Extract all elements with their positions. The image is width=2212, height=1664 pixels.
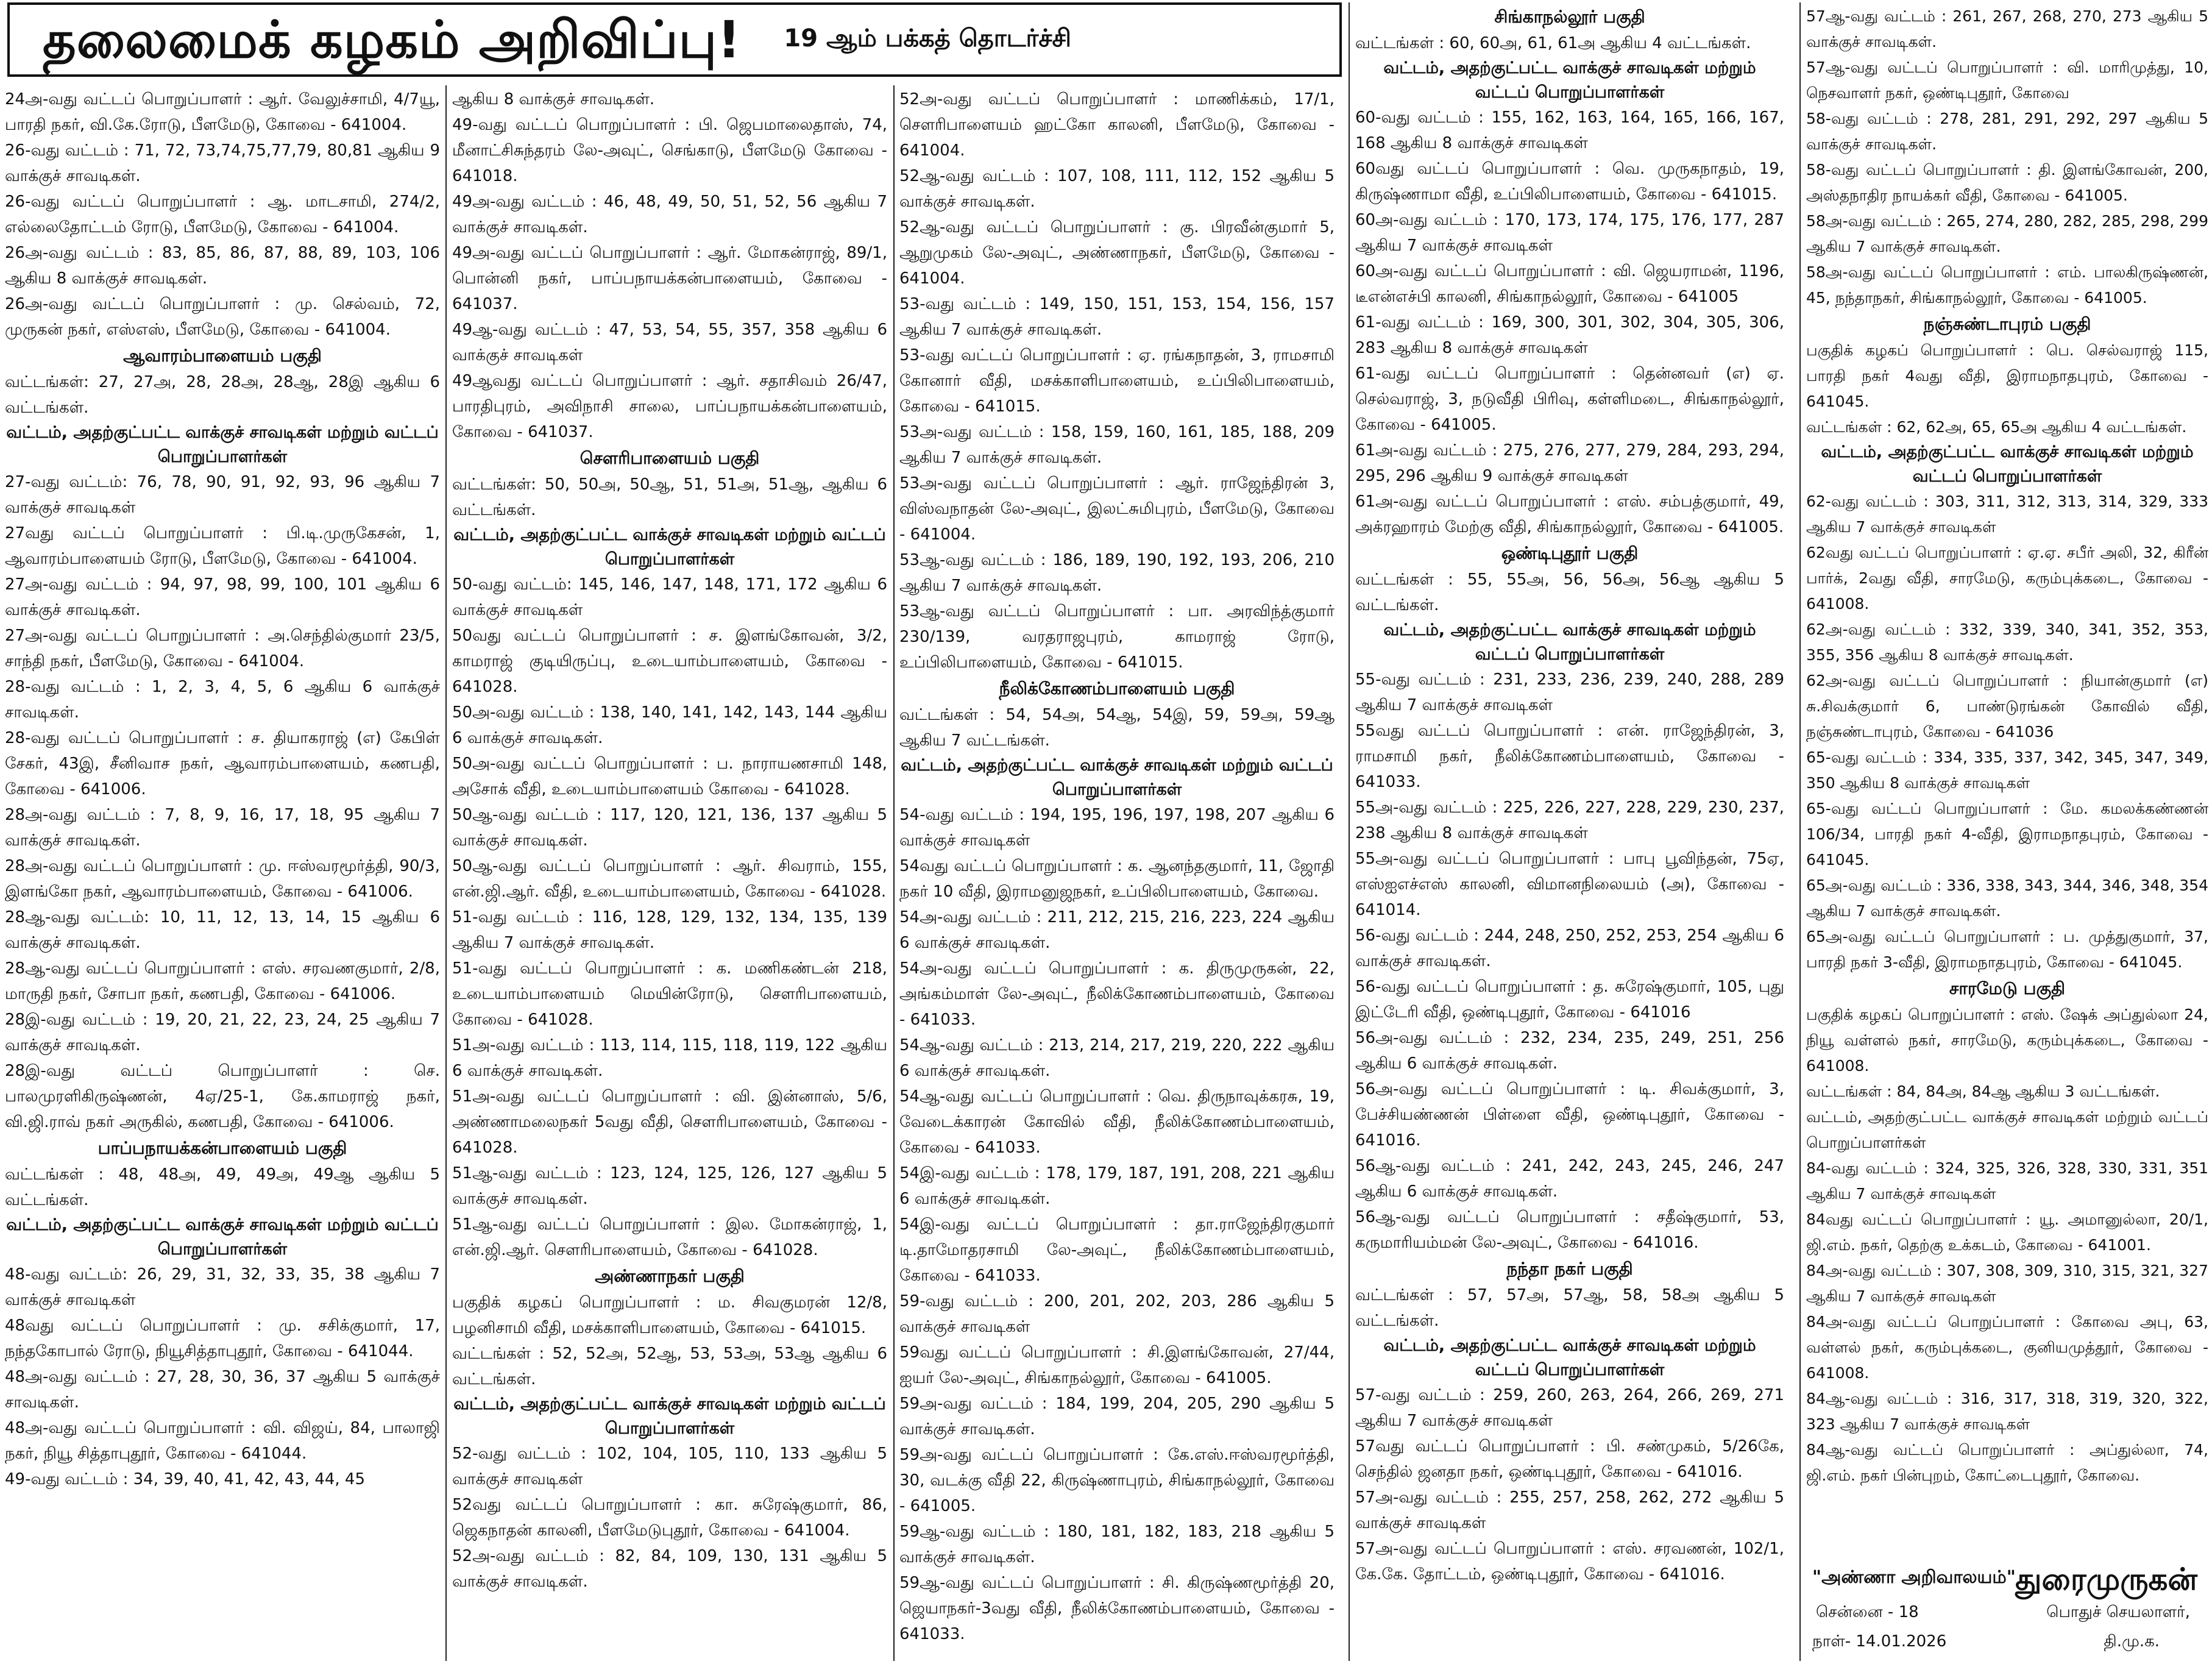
ward-entry: 57ஆ-வது வட்டம் : 261, 267, 268, 270, 273 ஆகிய 5 வாக்குச் சாவடிகள். xyxy=(1806,7,2208,51)
ward-entry: 49-வது வட்டப் பொறுப்பாளர் : பி. ஜெபமாலைதாஸ், 74, மீனாட்சிசுந்தரம் லே-அவுட், செங்காடு, பீளமேடு கோவை - 641018. xyxy=(452,116,887,185)
ward-entry: வட்டங்கள் : 60, 60அ, 61, 61அ ஆகிய 4 வட்டங்கள். xyxy=(1355,34,1751,52)
section-subheading: வட்டம், அதற்குட்பட்ட வாக்குச் சாவடிகள் மற்றும் வட்டப் பொறுப்பாளர்கள் xyxy=(901,756,1333,799)
section-subheading: வட்டம், அதற்குட்பட்ட வாக்குச் சாவடிகள் மற்றும் வட்டப் பொறுப்பாளர்கள் xyxy=(453,525,886,569)
ward-entry: 52அ-வது வட்டப் பொறுப்பாளர் : மாணிக்கம், 17/1, சௌரிபாளையம் ஹட்கோ காலனி, பீளமேடு, கோவை - 641004. xyxy=(899,90,1335,160)
ward-entry: வட்டங்கள் : 62, 62அ, 65, 65அ ஆகிய 4 வட்டங்கள். xyxy=(1806,418,2187,436)
ward-entry: வட்டங்கள் : 52, 52அ, 52ஆ, 53, 53அ, 53ஆ ஆகிய 6 வட்டங்கள். xyxy=(452,1345,887,1388)
ward-entry: 58-வது வட்டம் : 278, 281, 291, 292, 297 ஆகிய 5 வாக்குச் சாவடிகள். xyxy=(1806,110,2208,153)
ward-entry: வட்டங்கள்: 27, 27அ, 28, 28அ, 28ஆ, 28இ ஆகிய 6 வட்டங்கள். xyxy=(5,373,440,417)
ward-entry: 53ஆ-வது வட்டப் பொறுப்பாளர் : பா. அரவிந்த்குமார் 230/139, வரதராஜபுரம், காமராஜ் ரோடு, உப்பிலிபாளையம், கோவை - 641015. xyxy=(899,602,1335,672)
ward-entry: 65-வது வட்டம் : 334, 335, 337, 342, 345, 347, 349, 350 ஆகிய 8 வாக்குச் சாவடிகள் xyxy=(1806,748,2208,792)
ward-entry: 49அ-வது வட்டம் : 46, 48, 49, 50, 51, 52, 56 ஆகிய 7 வாக்குச் சாவடிகள். xyxy=(452,193,887,236)
banner-title: தலைமைக் கழகம் அறிவிப்பு! xyxy=(43,10,742,69)
ward-entry: 55அ-வது வட்டப் பொறுப்பாளர் : பாபு பூவிந்தன், 75ஏ, எஸ்ஐஎச்எஸ் காலனி, விமானநிலையம் (அ), கோவை - 641014. xyxy=(1355,850,1784,919)
continuation-note: 19 ஆம் பக்கத் தொடர்ச்சி xyxy=(784,24,1071,52)
ward-entry: 84அ-வது வட்டம் : 307, 308, 309, 310, 315, 321, 327 ஆகிய 7 வாக்குச் சாவடிகள் xyxy=(1806,1262,2208,1305)
ward-entry: 84வது வட்டப் பொறுப்பாளர் : யூ. அமானுல்லா, 20/1, ஜி.எம். நகர், தெற்கு உக்கடம், கோவை - 641001. xyxy=(1806,1211,2208,1254)
ward-entry: 55-வது வட்டம் : 231, 233, 236, 239, 240, 288, 289 ஆகிய 7 வாக்குச் சாவடிகள் xyxy=(1355,670,1784,714)
ward-entry: 24அ-வது வட்டப் பொறுப்பாளர் : ஆர். வேலுச்சாமி, 4/7யூ, பாரதி நகர், வி.கே.ரோடு, பீளமேடு, கோவை - 641004. xyxy=(5,90,440,134)
ward-entry: 53-வது வட்டப் பொறுப்பாளர் : ஏ. ரங்கநாதன், 3, ராமசாமி கோனார் வீதி, மசக்காளிபாளையம், உப்பிலிபாளையம், கோவை - 641015. xyxy=(899,346,1335,416)
ward-entry: 59வது வட்டப் பொறுப்பாளர் : சி.இளங்கோவன், 27/44, ஐயர் லே-அவுட், சிங்காநல்லூர், கோவை - 641005. xyxy=(899,1343,1335,1387)
ward-entry: 51அ-வது வட்டப் பொறுப்பாளர் : வி. இன்னாஸ், 5/6, அண்ணாமலைநகர் 5வது வீதி, சௌரிபாளையம், கோவை - 641028. xyxy=(452,1087,887,1157)
party-name: தி.மு.க. xyxy=(2104,1632,2160,1651)
text-column-3 xyxy=(899,87,1335,1659)
column-divider xyxy=(1799,2,1801,1661)
ward-entry: 65அ-வது வட்டப் பொறுப்பாளர் : ப. முத்துகுமார், 37, பாரதி நகர் 3-வீதி, இராமநாதபுரம், கோவை - 641045. xyxy=(1806,928,2208,971)
ward-entry: பகுதிக் கழகப் பொறுப்பாளர் : எஸ். ஷேக் அப்துல்லா 24, நியூ வள்ளல் நகர், சாரமேடு, கரும்புக்கடை, கோவை - 641008. xyxy=(1806,1006,2208,1075)
text-column-2 xyxy=(452,87,887,1659)
ward-entry: 53-வது வட்டம் : 149, 150, 151, 153, 154, 156, 157 ஆகிய 7 வாக்குச் சாவடிகள். xyxy=(899,295,1335,339)
ward-entry: 60அ-வது வட்டம் : 170, 173, 174, 175, 176, 177, 287 ஆகிய 7 வாக்குச் சாவடிகள் xyxy=(1355,211,1784,255)
ward-entry: 57அ-வது வட்டம் : 255, 257, 258, 262, 272 ஆகிய 5 வாக்குச் சாவடிகள் xyxy=(1355,1488,1784,1532)
office-name: "அண்ணா அறிவாலயம்" xyxy=(1812,1566,2016,1587)
ward-entry: 54அ-வது வட்டப் பொறுப்பாளர் : க. திருமுருகன், 22, அங்கம்மாள் லே-அவுட், நீலிக்கோணம்பாளையம், கோவை - 641033. xyxy=(899,959,1335,1029)
ward-entry: 26-வது வட்டப் பொறுப்பாளர் : ஆ. மாடசாமி, 274/2, எல்லைதோட்டம் ரோடு, பீளமேடு, கோவை - 641004. xyxy=(5,193,440,236)
signatory-name: துரைமுருகன் xyxy=(2015,1562,2197,1597)
ward-entry: 26அ-வது வட்டப் பொறுப்பாளர் : மு. செல்வம், 72, முருகன் நகர், எஸ்எஸ், பீளமேடு, கோவை - 641004. xyxy=(5,295,440,339)
ward-entry: 48வது வட்டப் பொறுப்பாளர் : மு. சசிக்குமார், 17, நந்தகோபால் ரோடு, நியூசித்தாபுதூர், கோவை - 641044. xyxy=(5,1317,440,1360)
announcement-date: நாள்- 14.01.2026 xyxy=(1812,1632,1947,1651)
ward-entry: 28-வது வட்டம் : 1, 2, 3, 4, 5, 6 ஆகிய 6 வாக்குச் சாவடிகள். xyxy=(5,678,440,722)
ward-entry: 62வது வட்டப் பொறுப்பாளர் : ஏ.ஏ. சபீர் அலி, 32, கிரீன் பார்க், 2வது வீதி, சாரமேடு, கரும்புக்கடை, கோவை - 641008. xyxy=(1806,544,2208,613)
ward-entry: 49-வது வட்டம் : 34, 39, 40, 41, 42, 43, 44, 45 xyxy=(5,1470,366,1488)
ward-entry: 50அ-வது வட்டப் பொறுப்பாளர் : ப. நாராயணசாமி 148, அசோக் வீதி, உடையாம்பாளையம் கோவை - 641028. xyxy=(452,755,887,798)
ward-entry: 54வது வட்டப் பொறுப்பாளர் : க. ஆனந்தகுமார், 11, ஜோதி நகர் 10 வீதி, இராமனுஜநகர், உப்பிலிபாளையம், கோவை. xyxy=(899,857,1335,901)
area-heading: நந்தா நகர் பகுதி xyxy=(1506,1259,1633,1279)
ward-entry: 62-வது வட்டம் : 303, 311, 312, 313, 314, 329, 333 ஆகிய 7 வாக்குச் சாவடிகள் xyxy=(1806,492,2208,536)
section-subheading: வட்டம், அதற்குட்பட்ட வாக்குச் சாவடிகள் மற்றும் வட்டப் பொறுப்பாளர்கள் xyxy=(1383,1336,1756,1379)
signature-block xyxy=(1812,1562,2202,1659)
ward-entry: 28ஆ-வது வட்டம்: 10, 11, 12, 13, 14, 15 ஆகிய 6 வாக்குச் சாவடிகள். xyxy=(5,908,440,952)
ward-entry: 61-வது வட்டம் : 169, 300, 301, 302, 304, 305, 306, 283 ஆகிய 8 வாக்குச் சாவடிகள் xyxy=(1355,313,1784,357)
ward-entry: 57வது வட்டப் பொறுப்பாளர் : பி. சண்முகம், 5/26கே, செந்தில் ஜனதா நகர், ஒண்டிபுதூர், கோவை - 641016. xyxy=(1355,1437,1784,1481)
ward-entry: 56அ-வது வட்டப் பொறுப்பாளர் : டி. சிவக்குமார், 3, பேச்சியண்ணன் பிள்ளை வீதி, ஒண்டிபுதூர், கோவை - 641016. xyxy=(1355,1080,1784,1150)
ward-entry: 57-வது வட்டம் : 259, 260, 263, 264, 266, 269, 271 ஆகிய 7 வாக்குச் சாவடிகள் xyxy=(1355,1386,1784,1430)
ward-entry: பகுதிக் கழகப் பொறுப்பாளர் : ம. சிவகுமரன் 12/8, பழனிசாமி வீதி, மசக்காளிபாளையம், கோவை - 641015. xyxy=(452,1293,887,1337)
ward-entry: 59ஆ-வது வட்டப் பொறுப்பாளர் : சி. கிருஷ்ணமூர்த்தி 20, ஜெயாநகர்-3வது வீதி, நீலிக்கோணம்பாளையம், கோவை - 641033. xyxy=(899,1574,1335,1643)
text-column-4 xyxy=(1355,4,1784,1659)
ward-entry: 58அ-வது வட்டம் : 265, 274, 280, 282, 285, 298, 299 ஆகிய 7 வாக்குச் சாவடிகள். xyxy=(1806,212,2208,255)
ward-entry: 27-வது வட்டம்: 76, 78, 90, 91, 92, 93, 96 ஆகிய 7 வாக்குச் சாவடிகள் xyxy=(5,473,440,517)
ward-entry: 58-வது வட்டப் பொறுப்பாளர் : தி. இளங்கோவன், 200, அஸ்தநாதிர நாயக்கர் வீதி, கோவை - 641005. xyxy=(1806,161,2208,204)
ward-entry: 26அ-வது வட்டம் : 83, 85, 86, 87, 88, 89, 103, 106 ஆகிய 8 வாக்குச் சாவடிகள். xyxy=(5,244,440,288)
area-heading: சாரமேடு பகுதி xyxy=(1949,978,2066,998)
ward-entry: 26-வது வட்டம் : 71, 72, 73,74,75,77,79, 80,81 ஆகிய 9 வாக்குச் சாவடிகள். xyxy=(5,141,440,185)
ward-entry: 28இ-வது வட்டம் : 19, 20, 21, 22, 23, 24, 25 ஆகிய 7 வாக்குச் சாவடிகள். xyxy=(5,1011,440,1054)
ward-entry: 28அ-வது வட்டப் பொறுப்பாளர் : மு. ஈஸ்வரமூர்த்தி, 90/3, இளங்கோ நகர், ஆவாரம்பாளையம், கோவை - 641006. xyxy=(5,857,440,901)
ward-entry: 61-வது வட்டப் பொறுப்பாளர் : தென்னவர் (எ) ஏ. செல்வராஜ், 3, நடுவீதி பிரிவு, கள்ளிமடை, சிங்காநல்லூர், கோவை - 641005. xyxy=(1355,364,1784,434)
ward-entry: 51ஆ-வது வட்டம் : 123, 124, 125, 126, 127 ஆகிய 5 வாக்குச் சாவடிகள். xyxy=(452,1164,887,1208)
area-heading: பாப்பநாயக்கன்பாளையம் பகுதி xyxy=(97,1138,347,1158)
section-subheading: வட்டம், அதற்குட்பட்ட வாக்குச் சாவடிகள் மற்றும் வட்டப் பொறுப்பாளர்கள் xyxy=(6,423,439,466)
ward-entry: 84-வது வட்டம் : 324, 325, 326, 328, 330, 331, 351 ஆகிய 7 வாக்குச் சாவடிகள் xyxy=(1806,1159,2208,1203)
ward-entry: 65-வது வட்டப் பொறுப்பாளர் : மே. கமலக்கண்ணன் 106/34, பாரதி நகர் 4-வீதி, இராமநாதபுரம், கோவை - 641045. xyxy=(1806,800,2208,869)
ward-entry: 56அ-வது வட்டம் : 232, 234, 235, 249, 251, 256 ஆகிய 6 வாக்குச் சாவடிகள். xyxy=(1355,1029,1784,1073)
ward-entry: 59அ-வது வட்டப் பொறுப்பாளர் : கே.எஸ்.ஈஸ்வரமூர்த்தி, 30, வடக்கு வீதி 22, கிருஷ்ணாபுரம், சிங்காநல்லூர், கோவை - 641005. xyxy=(899,1446,1335,1515)
ward-entry: 84ஆ-வது வட்டப் பொறுப்பாளர் : அப்துல்லா, 74, ஜி.எம். நகர் பின்புறம், கோட்டைபுதூர், கோவை. xyxy=(1806,1441,2208,1484)
ward-entry: 52வது வட்டப் பொறுப்பாளர் : கா. சுரேஷ்குமார், 86, ஜெகநாதன் காலனி, பீளமேடுபுதூர், கோவை - 641004. xyxy=(452,1496,887,1540)
area-heading: சிங்காநல்லூர் பகுதி xyxy=(1494,7,1645,27)
section-subheading: வட்டம், அதற்குட்பட்ட வாக்குச் சாவடிகள் மற்றும் வட்டப் பொறுப்பாளர்கள் xyxy=(1821,443,2194,486)
ward-entry: ஆகிய 8 வாக்குச் சாவடிகள். xyxy=(452,90,655,108)
ward-entry: 53அ-வது வட்டம் : 158, 159, 160, 161, 185, 188, 209 ஆகிய 7 வாக்குச் சாவடிகள். xyxy=(899,423,1335,467)
ward-entry: 56ஆ-வது வட்டம் : 241, 242, 243, 245, 246, 247 ஆகிய 6 வாக்குச் சாவடிகள். xyxy=(1355,1157,1784,1201)
ward-entry: 53ஆ-வது வட்டம் : 186, 189, 190, 192, 193, 206, 210 ஆகிய 7 வாக்குச் சாவடிகள். xyxy=(899,551,1335,595)
area-heading: ஆவாரம்பாளையம் பகுதி xyxy=(123,346,322,366)
ward-entry: 59அ-வது வட்டம் : 184, 199, 204, 205, 290 ஆகிய 5 வாக்குச் சாவடிகள். xyxy=(899,1395,1335,1438)
ward-entry: 51ஆ-வது வட்டப் பொறுப்பாளர் : இல. மோகன்ராஜ், 1, என்.ஜி.ஆர். சௌரிபாளையம், கோவை - 641028. xyxy=(452,1215,887,1259)
ward-entry: 58அ-வது வட்டப் பொறுப்பாளர் : எம். பாலகிருஷ்ணன், 45, நந்தாநகர், சிங்காநல்லூர், கோவை - 641005. xyxy=(1806,263,2208,307)
ward-entry: 59-வது வட்டம் : 200, 201, 202, 203, 286 ஆகிய 5 வாக்குச் சாவடிகள் xyxy=(899,1292,1335,1336)
text-column-1 xyxy=(5,87,440,1659)
ward-entry: 53அ-வது வட்டப் பொறுப்பாளர் : ஆர். ராஜேந்திரன் 3, விஸ்வநாதன் லே-அவுட், இலட்சுமிபுரம், பீளமேடு, கோவை - 641004. xyxy=(899,474,1335,544)
ward-entry: 50அ-வது வட்டம் : 138, 140, 141, 142, 143, 144 ஆகிய 6 வாக்குச் சாவடிகள். xyxy=(452,703,887,747)
ward-entry: 27அ-வது வட்டம் : 94, 97, 98, 99, 100, 101 ஆகிய 6 வாக்குச் சாவடிகள். xyxy=(5,575,440,619)
area-heading: நீலிக்கோணம்பாளையம் பகுதி xyxy=(999,678,1235,699)
ward-entry: வட்டங்கள் : 48, 48அ, 49, 49அ, 49ஆ ஆகிய 5 வட்டங்கள். xyxy=(5,1165,440,1209)
ward-entry: வட்டம், அதற்குட்பட்ட வாக்குச் சாவடிகள் மற்றும் வட்டப் பொறுப்பாளர்கள் xyxy=(1806,1108,2208,1151)
ward-entry: 54-வது வட்டம் : 194, 195, 196, 197, 198, 207 ஆகிய 6 வாக்குச் சாவடிகள் xyxy=(899,806,1335,850)
ward-entry: 27அ-வது வட்டப் பொறுப்பாளர் : அ.செந்தில்குமார் 23/5, சாந்தி நகர், பீளமேடு, கோவை - 641004. xyxy=(5,627,440,670)
office-city: சென்னை - 18 xyxy=(1816,1603,1919,1621)
ward-entry: 52அ-வது வட்டம் : 82, 84, 109, 130, 131 ஆகிய 5 வாக்குச் சாவடிகள். xyxy=(452,1547,887,1591)
ward-entry: வட்டங்கள் : 54, 54அ, 54ஆ, 54இ, 59, 59அ, 59ஆ ஆகிய 7 வட்டங்கள். xyxy=(899,706,1335,750)
ward-entry: 55அ-வது வட்டம் : 225, 226, 227, 228, 229, 230, 237, 238 ஆகிய 8 வாக்குச் சாவடிகள் xyxy=(1355,798,1784,842)
section-subheading: வட்டம், அதற்குட்பட்ட வாக்குச் சாவடிகள் மற்றும் வட்டப் பொறுப்பாளர்கள் xyxy=(1383,620,1756,664)
text-column-5 xyxy=(1806,4,2208,1659)
ward-entry: 54அ-வது வட்டம் : 211, 212, 215, 216, 223, 224 ஆகிய 6 வாக்குச் சாவடிகள். xyxy=(899,908,1335,952)
ward-entry: 28ஆ-வது வட்டப் பொறுப்பாளர் : எஸ். சரவணகுமார், 2/8, மாருதி நகர், சோபா நகர், கணபதி, கோவை - 641006. xyxy=(5,959,440,1003)
section-subheading: வட்டம், அதற்குட்பட்ட வாக்குச் சாவடிகள் மற்றும் வட்டப் பொறுப்பாளர்கள் xyxy=(1383,59,1756,102)
ward-entry: 49ஆ-வது வட்டம் : 47, 53, 54, 55, 357, 358 ஆகிய 6 வாக்குச் சாவடிகள் xyxy=(452,321,887,364)
ward-entry: 50ஆ-வது வட்டம் : 117, 120, 121, 136, 137 ஆகிய 5 வாக்குச் சாவடிகள். xyxy=(452,806,887,850)
signatory-role: பொதுச் செயலாளர், xyxy=(2046,1603,2190,1621)
area-heading: சௌரிபாளையம் பகுதி xyxy=(580,448,760,468)
ward-entry: 61அ-வது வட்டப் பொறுப்பாளர் : எஸ். சம்பத்குமார், 49, அக்ரஹாரம் மேற்கு வீதி, சிங்காநல்லூர், கோவை - 641005. xyxy=(1355,492,1784,536)
ward-entry: 61அ-வது வட்டம் : 275, 276, 277, 279, 284, 293, 294, 295, 296 ஆகிய 9 வாக்குச் சாவடிகள் xyxy=(1355,441,1784,485)
ward-entry: 50-வது வட்டம்: 145, 146, 147, 148, 171, 172 ஆகிய 6 வாக்குச் சாவடிகள் xyxy=(452,575,887,619)
ward-entry: 54ஆ-வது வட்டம் : 213, 214, 217, 219, 220, 222 ஆகிய 6 வாக்குச் சாவடிகள். xyxy=(899,1036,1335,1080)
ward-entry: 51-வது வட்டம் : 116, 128, 129, 132, 134, 135, 139 ஆகிய 7 வாக்குச் சாவடிகள். xyxy=(452,908,887,952)
column-divider xyxy=(445,85,447,1661)
ward-entry: 54ஆ-வது வட்டப் பொறுப்பாளர் : வெ. திருநாவுக்கரசு, 19, வேடைக்காரன் கோவில் வீதி, நீலிக்கோணம்பாளையம், கோவை - 641033. xyxy=(899,1087,1335,1157)
announcement-banner xyxy=(7,2,1342,77)
ward-entry: 50ஆ-வது வட்டப் பொறுப்பாளர் : ஆர். சிவராம், 155, என்.ஜி.ஆர். வீதி, உடையாம்பாளையம், கோவை - 641028. xyxy=(452,857,887,901)
ward-entry: வட்டங்கள் : 84, 84அ, 84ஆ ஆகிய 3 வட்டங்கள். xyxy=(1806,1083,2160,1100)
ward-entry: 65அ-வது வட்டம் : 336, 338, 343, 344, 346, 348, 354 ஆகிய 7 வாக்குச் சாவடிகள். xyxy=(1806,876,2208,920)
ward-entry: 56ஆ-வது வட்டப் பொறுப்பாளர் : சதீஷ்குமார், 53, கருமாரியம்மன் லே-அவுட், கோவை - 641016. xyxy=(1355,1208,1784,1252)
ward-entry: 48அ-வது வட்டம் : 27, 28, 30, 36, 37 ஆகிய 5 வாக்குச் சாவடிகள். xyxy=(5,1368,440,1412)
ward-entry: 50வது வட்டப் பொறுப்பாளர் : ச. இளங்கோவன், 3/2, காமராஜ் குடியிருப்பு, உடையாம்பாளையம், கோவை - 641028. xyxy=(452,627,887,696)
area-heading: அண்ணாநகர் பகுதி xyxy=(595,1266,745,1286)
ward-entry: 49ஆவது வட்டப் பொறுப்பாளர் : ஆர். சதாசிவம் 26/47, பாரதிபுரம், அவிநாசி சாலை, பாப்பநாயக்கன்பாளையம், கோவை - 641037. xyxy=(452,372,887,441)
ward-entry: 27வது வட்டப் பொறுப்பாளர் : பி.டி.முருகேசன், 1, ஆவாரம்பாளையம் ரோடு, பீளமேடு, கோவை - 641004. xyxy=(5,524,440,568)
ward-entry: 59ஆ-வது வட்டம் : 180, 181, 182, 183, 218 ஆகிய 5 வாக்குச் சாவடிகள். xyxy=(899,1523,1335,1566)
ward-entry: 56-வது வட்டம் : 244, 248, 250, 252, 253, 254 ஆகிய 6 வாக்குச் சாவடிகள். xyxy=(1355,926,1784,970)
ward-entry: வட்டங்கள்: 50, 50அ, 50ஆ, 51, 51அ, 51ஆ, ஆகிய 6 வட்டங்கள். xyxy=(452,475,887,519)
ward-entry: 54இ-வது வட்டம் : 178, 179, 187, 191, 208, 221 ஆகிய 6 வாக்குச் சாவடிகள். xyxy=(899,1164,1335,1208)
ward-entry: 52-வது வட்டம் : 102, 104, 105, 110, 133 ஆகிய 5 வாக்குச் சாவடிகள் xyxy=(452,1445,887,1488)
ward-entry: 60-வது வட்டம் : 155, 162, 163, 164, 165, 166, 167, 168 ஆகிய 8 வாக்குச் சாவடிகள் xyxy=(1355,108,1784,152)
ward-entry: 55வது வட்டப் பொறுப்பாளர் : என். ராஜேந்திரன், 3, ராமசாமி நகர், நீலிக்கோணம்பாளையம், கோவை - 641033. xyxy=(1355,722,1784,791)
area-heading: ஒண்டிபுதூர் பகுதி xyxy=(1501,543,1639,563)
ward-entry: வட்டங்கள் : 57, 57அ, 57ஆ, 58, 58அ ஆகிய 5 வட்டங்கள். xyxy=(1355,1286,1784,1330)
ward-entry: 56-வது வட்டப் பொறுப்பாளர் : த. சுரேஷ்குமார், 105, புது இட்டேரி வீதி, ஒண்டிபுதூர், கோவை - 641016 xyxy=(1355,978,1784,1022)
ward-entry: 51அ-வது வட்டம் : 113, 114, 115, 118, 119, 122 ஆகிய 6 வாக்குச் சாவடிகள். xyxy=(452,1036,887,1080)
column-divider xyxy=(893,85,895,1661)
ward-entry: 60அ-வது வட்டப் பொறுப்பாளர் : வி. ஜெயராமன், 1196, டீஎன்எச்பி காலனி, சிங்காநல்லூர், கோவை - 641005 xyxy=(1355,262,1784,306)
ward-entry: 48-வது வட்டம்: 26, 29, 31, 32, 33, 35, 38 ஆகிய 7 வாக்குச் சாவடிகள் xyxy=(5,1265,440,1309)
section-subheading: வட்டம், அதற்குட்பட்ட வாக்குச் சாவடிகள் மற்றும் வட்டப் பொறுப்பாளர்கள் xyxy=(6,1215,439,1259)
area-heading: நஞ்சுண்டாபுரம் பகுதி xyxy=(1923,314,2091,334)
ward-entry: 60வது வட்டப் பொறுப்பாளர் : வெ. முருகநாதம், 19, கிருஷ்ணாமா வீதி, உப்பிலிபாளையம், கோவை - 641015. xyxy=(1355,160,1784,204)
ward-entry: 48அ-வது வட்டப் பொறுப்பாளர் : வி. விஜய், 84, பாலாஜி நகர், நியூ சித்தாபுதூர், கோவை - 641044. xyxy=(5,1419,440,1463)
ward-entry: 52ஆ-வது வட்டம் : 107, 108, 111, 112, 152 ஆகிய 5 வாக்குச் சாவடிகள். xyxy=(899,167,1335,211)
ward-entry: பகுதிக் கழகப் பொறுப்பாளர் : பெ. செல்வராஜ் 115, பாரதி நகர் 4வது வீதி, இராமநாதபுரம், கோவை - 641045. xyxy=(1806,341,2208,410)
ward-entry: 57அ-வது வட்டப் பொறுப்பாளர் : எஸ். சரவணன், 102/1, கே.கே. தோட்டம், ஒண்டிபுதூர், கோவை - 641016. xyxy=(1355,1540,1784,1584)
ward-entry: 28அ-வது வட்டம் : 7, 8, 9, 16, 17, 18, 95 ஆகிய 7 வாக்குச் சாவடிகள். xyxy=(5,806,440,850)
ward-entry: வட்டங்கள் : 55, 55அ, 56, 56அ, 56ஆ ஆகிய 5 வட்டங்கள். xyxy=(1355,571,1784,614)
ward-entry: 28-வது வட்டப் பொறுப்பாளர் : ச. தியாகராஜ் (எ) கேபிள் சேகர், 43இ, சீனிவாச நகர், ஆவாரம்பாளையம், கணபதி, கோவை - 641006. xyxy=(5,729,440,798)
column-divider xyxy=(1349,2,1350,1661)
ward-entry: 51-வது வட்டப் பொறுப்பாளர் : க. மணிகண்டன் 218, உடையாம்பாளையம் மெயின்ரோடு, சௌரிபாளையம், கோவை - 641028. xyxy=(452,959,887,1029)
ward-entry: 84ஆ-வது வட்டம் : 316, 317, 318, 319, 320, 322, 323 ஆகிய 7 வாக்குச் சாவடிகள் xyxy=(1806,1390,2208,1433)
section-subheading: வட்டம், அதற்குட்பட்ட வாக்குச் சாவடிகள் மற்றும் வட்டப் பொறுப்பாளர்கள் xyxy=(453,1395,886,1438)
ward-entry: 49அ-வது வட்டப் பொறுப்பாளர் : ஆர். மோகன்ராஜ், 89/1, பொன்னி நகர், பாப்பநாயக்கன்பாளையம், கோவை - 641037. xyxy=(452,244,887,313)
ward-entry: 62அ-வது வட்டம் : 332, 339, 340, 341, 352, 353, 355, 356 ஆகிய 8 வாக்குச் சாவடிகள். xyxy=(1806,620,2208,664)
ward-entry: 62அ-வது வட்டப் பொறுப்பாளர் : நியான்குமார் (எ) சு.சிவக்குமார் 6, பாண்டுரங்கன் கோவில் வீதி, நஞ்சுண்டாபுரம், கோவை - 641036 xyxy=(1806,672,2208,741)
ward-entry: 28இ-வது வட்டப் பொறுப்பாளர் : செ. பாலமுரளிகிருஷ்ணன், 4ஏ/25-1, கே.காமராஜ் நகர், வி.ஜி.ராவ் நகர் அருகில், கணபதி, கோவை - 641006. xyxy=(5,1062,440,1131)
ward-entry: 84அ-வது வட்டப் பொறுப்பாளர் : கோவை அபு, 63, வள்ளல் நகர், கரும்புக்கடை, குனியமுத்தூர், கோவை - 641008. xyxy=(1806,1313,2208,1382)
ward-entry: 57ஆ-வது வட்டப் பொறுப்பாளர் : வி. மாரிமுத்து, 10, நெசவாளர் நகர், ஒண்டிபுதூர், கோவை xyxy=(1806,59,2208,102)
ward-entry: 52ஆ-வது வட்டப் பொறுப்பாளர் : கு. பிரவீன்குமார் 5, ஆறுமுகம் லே-அவுட், அண்ணாநகர், பீளமேடு, கோவை - 641004. xyxy=(899,218,1335,288)
ward-entry: 54இ-வது வட்டப் பொறுப்பாளர் : தா.ராஜேந்திரகுமார் டி.தாமோதரசாமி லே-அவுட், நீலிக்கோணம்பாளையம், கோவை - 641033. xyxy=(899,1215,1335,1285)
